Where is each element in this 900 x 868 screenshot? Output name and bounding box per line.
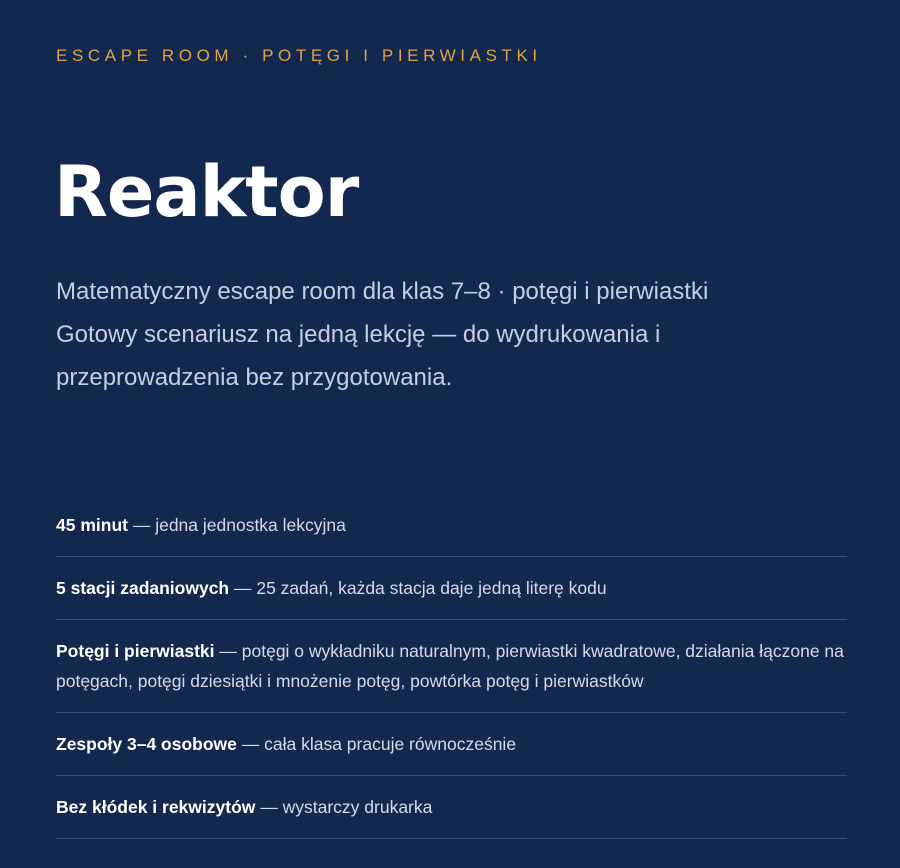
facts-list xyxy=(56,494,847,839)
fact-item-requirements xyxy=(56,776,847,839)
fact-item-stations xyxy=(56,557,847,620)
fact-key: Potęgi i pierwiastki xyxy=(56,641,215,661)
fact-key: Zespoły 3–4 osobowe xyxy=(56,734,237,754)
fact-value: — 25 zadań, każda stacja daje jedną literę kodu xyxy=(229,578,607,598)
fact-item-topics xyxy=(56,620,847,713)
lead-line: Gotowy scenariusz na jedną lekcję — do wydrukowania i xyxy=(56,321,661,348)
fact-item-teams xyxy=(56,713,847,776)
fact-item-duration xyxy=(56,494,847,557)
fact-value: — wystarczy drukarka xyxy=(255,797,433,817)
eyebrow-label: ESCAPE ROOM · POTĘGI I PIERWIASTKI xyxy=(56,46,542,65)
fact-key: Bez kłódek i rekwizytów xyxy=(56,797,256,817)
lead-line: Matematyczny escape room dla klas 7–8 · potęgi i pierwiastki xyxy=(56,278,709,305)
fact-key: 5 stacji zadaniowych xyxy=(56,578,230,598)
fact-value: — cała klasa pracuje równocześnie xyxy=(236,734,517,754)
fact-key: 45 minut xyxy=(56,515,128,535)
lead-paragraph xyxy=(56,270,816,399)
fact-value: — jedna jednostka lekcyjna xyxy=(127,515,346,535)
fact-value: — potęgi o wykładniku naturalnym, pierwiastki kwadratowe, działania łączone na potęgach, potęgi dziesiątki i mnożenie potęg, powtórka potęg i pierwiastków xyxy=(56,641,844,691)
lead-line: przeprowadzenia bez przygotowania. xyxy=(56,364,453,391)
page-title: Reaktor xyxy=(54,151,359,233)
